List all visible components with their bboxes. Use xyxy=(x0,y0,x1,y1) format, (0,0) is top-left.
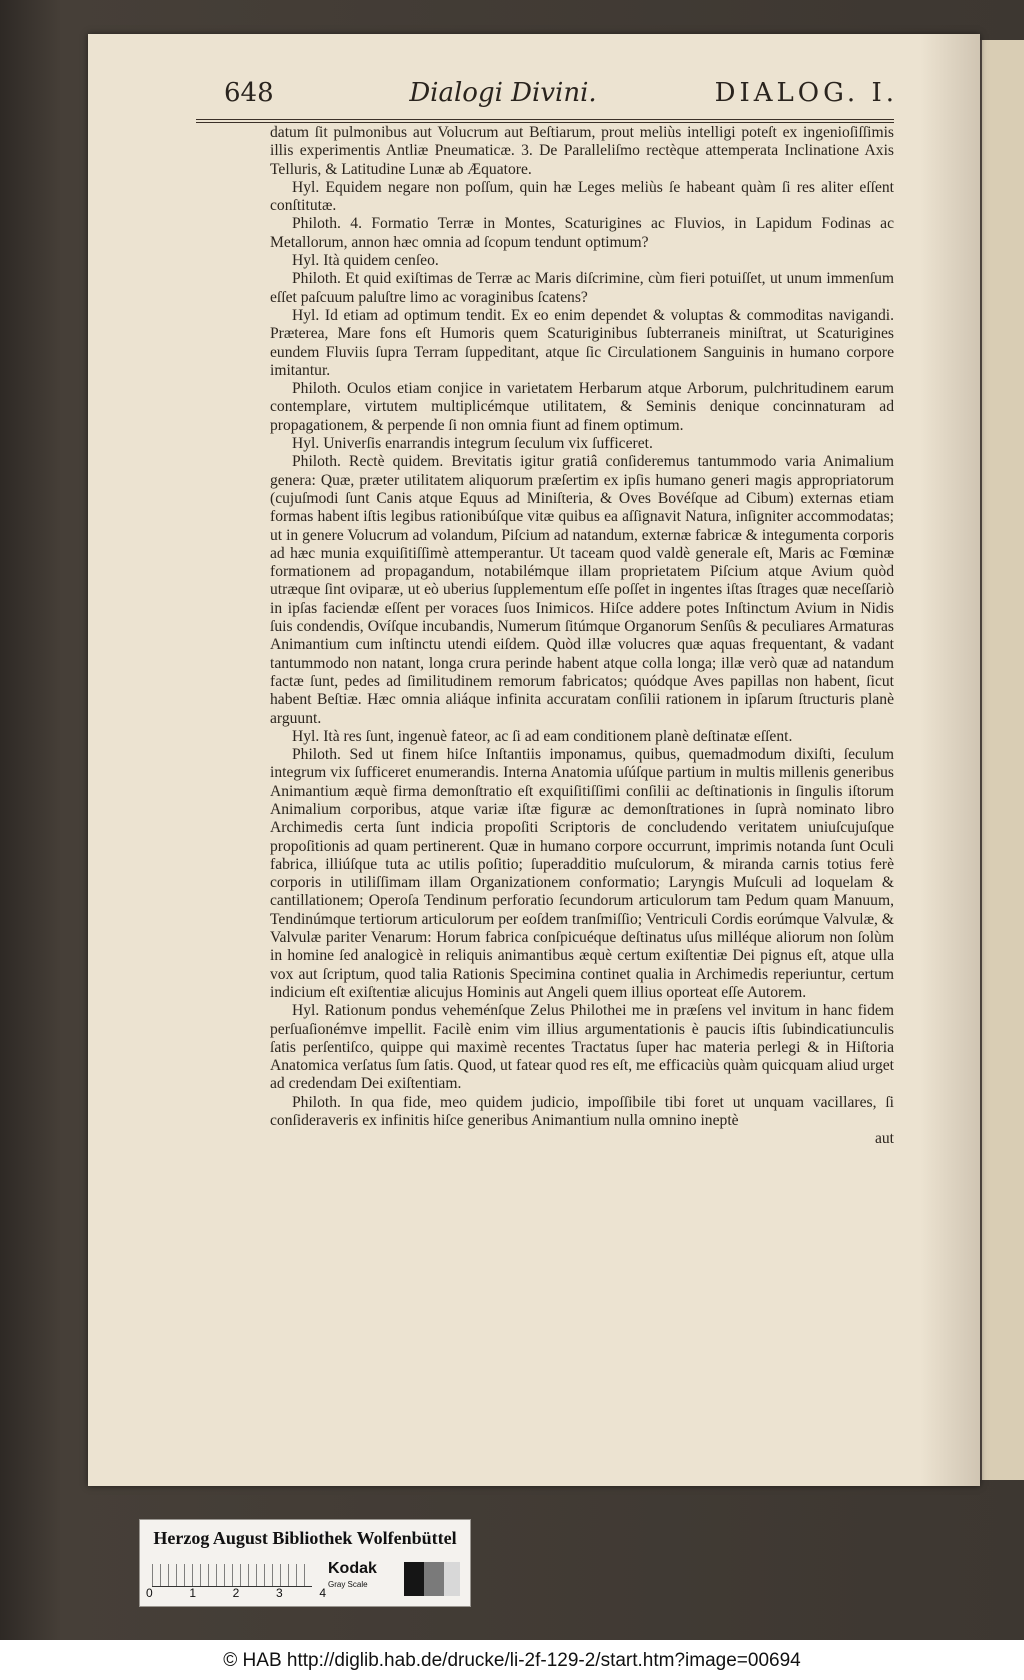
gray-swatch-light xyxy=(444,1562,460,1596)
gray-swatch-dark xyxy=(404,1562,424,1596)
paragraph: Philoth. In qua fide, meo quidem judicio, impoſſibile tibi foret ut unquam vacillares, ſi conſideraveris ex infinitis hiſce generibus Animantium nulla omnino ineptè xyxy=(270,1093,894,1130)
paragraph: Philoth. Sed ut finem hiſce Inſtantiis imponamus, quibus, quemadmodum dixiſti, ſeculum integrum vix ſufficeret enumerandis. Interna Anatomia uſúſque partium in multis millenis generibus Animantium æquè firma demonſtratio eſt exquiſitiſſimi conſilii ac deſtinationis in ſingulis iſtorum Animalium corporibus, atque variæ iſtæ figuræ ac demonſtrationes in ſuprà nominato libro Archimedis certa ſunt indicia propoſiti Scriptoris de concludendo veritatem uniuſcujuſque propoſitionis ad quam pertinerent. Quæ in humano corpore occurrunt, imprimis notanda ſunt Oculi fabrica, illiúſque tuta ac utilis poſitio; ſuperadditio muſculorum, & miranda carnis totius ferè corporis in utiliſſimam illam Organizationem conformatio; Laryngis Muſculi ad loquelam & cantillationem; Operoſa Tendinum perforatio ſecundorum articulorum tam Pedum quam Manuum, Tendinúmque tertiorum articulorum per eoſdem tranſmiſſio; Ventriculi Cordis eorúmque Valvulæ, & Valvulæ pariter Venarum: Horum fabrica conſpicuéque deſtinatus uſus milléque aliorum non ſolùm in homine ſed analogicè in reliquis animantibus æquè certum exiſtentiæ Dei pignus eſt, atque ulla vox aut ſcriptum, quod talia Rationis Specimina continet qualia in Archimedis reperiuntur, certum indicium eſt exiſtentiæ alicujus Hominis aut Angeli quem illius oporteat eſſe Autorem. xyxy=(270,746,894,1001)
gray-scale-label: Gray Scale xyxy=(328,1580,368,1589)
running-title: Dialogi Divini. xyxy=(409,78,597,108)
ruler-number: 1 xyxy=(189,1586,197,1600)
copyright-link[interactable]: © HAB http://diglib.hab.de/drucke/li-2f-129-2/start.htm?image=00694 xyxy=(223,1650,801,1671)
paragraph: Philoth. 4. Formatio Terræ in Montes, Scaturigines ac Fluvios, in Lapidum Fodinas ac Metallorum, annon hæc omnia ad ſcopum tendunt optimum? xyxy=(270,215,894,251)
paragraph: Hyl. Equidem negare non poſſum, quin hæ Leges meliùs ſe habeant quàm ſi res aliter eſſent conſtitutæ. xyxy=(270,178,894,215)
kodak-logo: Kodak xyxy=(328,1560,377,1577)
page-number: 648 xyxy=(224,78,274,108)
color-calibration-bar xyxy=(139,1519,471,1607)
paragraph: Hyl. Ità quidem cenſeo. xyxy=(292,252,439,270)
gray-swatch-mid xyxy=(424,1562,444,1596)
footer-bar xyxy=(0,1640,1024,1680)
ruler-number: 0 xyxy=(146,1586,153,1600)
ruler-number: 4 xyxy=(319,1586,326,1600)
paragraph: Philoth. Rectè quidem. Brevitatis igitur gratiâ conſideremus tantummodo varia Animalium genera: Quæ, præter utilitatem aliquorum præſertim ex ipſis humano generi magis appropriatorum (cujuſmodi ſunt Canis atque Equus ad Miniſteria, & Oves Bovéſque ad Cibum) externas etiam formas habent iſtis legibus rationibúſque vitæ quibus ea aſſignavit Natura, inſigniter accommodatas; ut in genere Volucrum ad volandum, Piſcium ad natandum, externæ fabricæ & integumenta corporis ad hæc munia exquiſitiſſimè attemperantur. Ut taceam quod valdè generale eſt, Maris ac Fœminæ formationem ad propagandum, notabilémque illam proprietatem Piſcium atque Avium quòd utræque ſint oviparæ, ut eò uberius ſupplementum eſſe poſſet in ingentes iſtas ſtrages quæ neceſſariò in ipſas faciendæ eſſent per voraces ſuos Inimicos. Hiſce addere potes Inſtinctum Avium in Nidis ſuis condendis, Ovíſque incubandis, Numerum ſitúmque Organorum Senſûs & peculiares Armaturas Animantium cum inſtinctu utendi eiſdem. Quòd illæ volucres quæ aquas frequentant, & vadant tantummodo non natant, longa crura perinde habent atque colla longa; illæ verò quæ ad natandum factæ ſunt, pedes ad ſimilitudinem remorum fabricatos; quódque Aves papillas non habent, ſicut habent Beſtiæ. Hæc omnia aliáque infinita accuratam conſilii rationem in ipſarum ſtructuris planè arguunt. xyxy=(270,453,894,727)
paragraph: Philoth. Et quid exiſtimas de Terræ ac Maris diſcrimine, cùm fieri potuiſſet, ut unum immenſum eſſet paſcuum paluſtre limo ac voraginibus ſcatens? xyxy=(270,270,894,306)
catchword: aut xyxy=(874,1130,894,1148)
paragraph: datum ſit pulmonibus aut Volucrum aut Beſtiarum, prout meliùs intelligi poteſt ex ingenioſiſſimis illis experimentis Antliæ Pneumaticæ. 3. De Paralleliſmo rectèque attemperata Inclinatione Axis Telluris, & Latitudine Lunæ ab Æquatore. xyxy=(270,124,894,178)
ruler-number: 2 xyxy=(232,1586,240,1600)
paragraph: Philoth. Oculos etiam conjice in varietatem Herbarum atque Arborum, pulchritudinem earum contemplare, virtutem multiplicémque utilitatem, & Seminis denique concinnaturam ad propagationem, & perpende ſi non omnia fiunt ad finem optimum. xyxy=(270,380,894,434)
running-header xyxy=(108,78,898,114)
adjacent-page-edge xyxy=(980,40,1024,1480)
page-text xyxy=(270,124,894,1149)
ruler xyxy=(152,1564,312,1587)
dialog-label: DIALOG. I. xyxy=(714,78,898,108)
paragraph: Hyl. Rationum pondus veheménſque Zelus Philothei me in præſens vel invitum in hanc fidem perſuaſionémve impellit. Facilè enim vim illius argumentationis è paucis iſtis ſubindicatiunculis ſatis perſentiſco, quippe qui maximè recentes Tractatus ſuper hac materia perlegi & in Hiſtoria Anatomica verſatus ſum ſatis. Quod, ut fatear quod res eſt, me efficaciùs quàm quicquam aliud urget ad credendam Dei exiſtentiam. xyxy=(270,1002,894,1093)
header-rule xyxy=(196,119,894,123)
paragraph: Hyl. Univerſis enarrandis integrum ſeculum vix ſufficeret. xyxy=(292,435,653,453)
paragraph: Hyl. Id etiam ad optimum tendit. Ex eo enim dependet & voluptas & commoditas navigandi. Præterea, Mare fons eſt Humoris quem Scaturiginibus ſubterraneis miniſtrat, ut Scaturigines eundem Fluviis ſupra Terram ſuppeditant, atque ſic Circulationem Sanguinis in humano corpore imitantur. xyxy=(270,306,894,379)
ruler-number: 3 xyxy=(275,1586,283,1600)
ruler-numbers xyxy=(146,1586,326,1600)
library-name: Herzog August Bibliothek Wolfenbüttel xyxy=(153,1528,457,1548)
paragraph: Hyl. Ità res ſunt, ingenuè fateor, ac ſi ad eam conditionem planè deſtinatæ eſſent. xyxy=(292,727,793,745)
